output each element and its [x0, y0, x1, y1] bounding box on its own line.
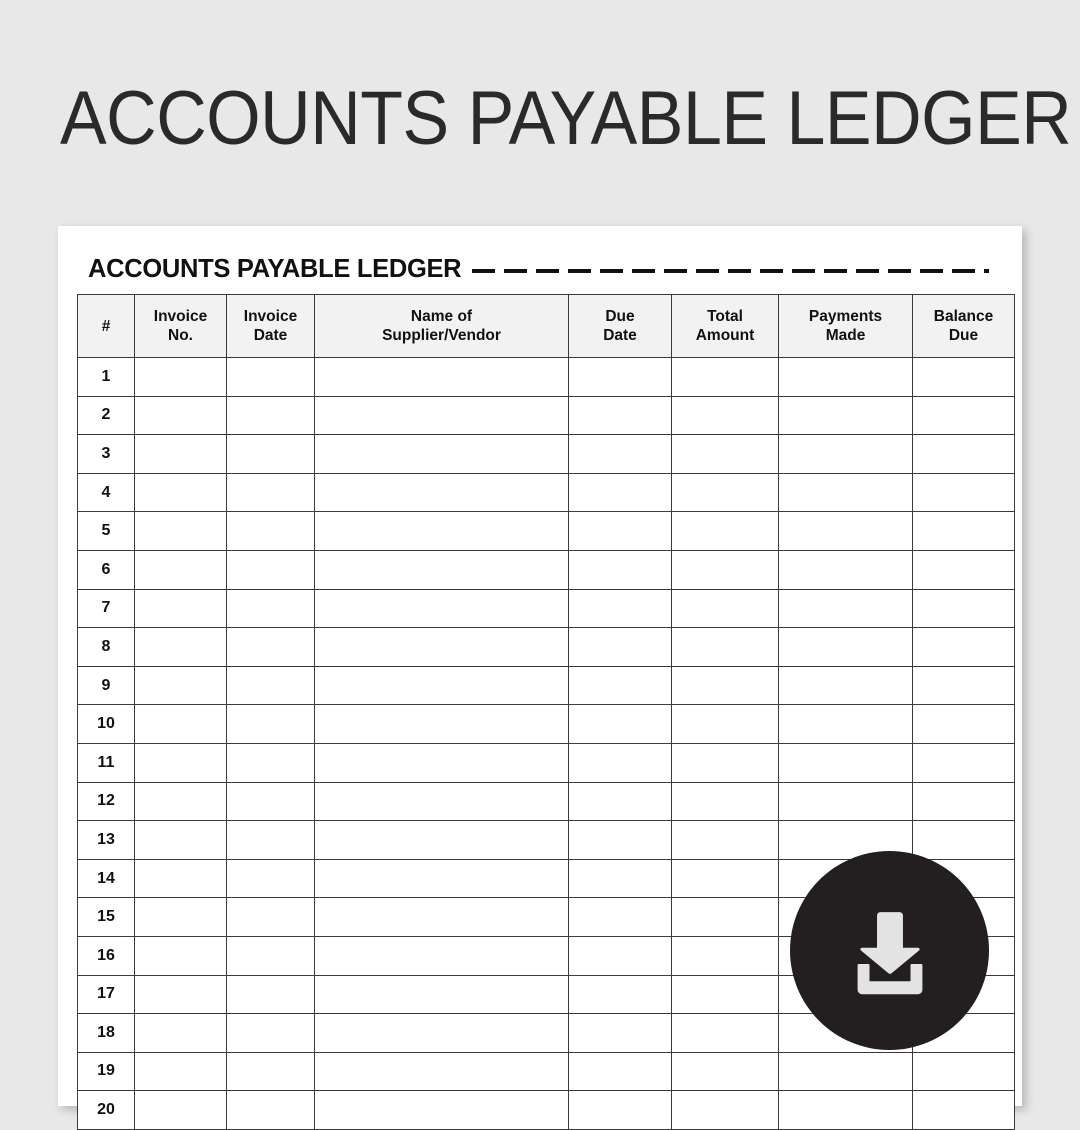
- cell-supplier[interactable]: [315, 859, 569, 898]
- row-number-cell: 1: [78, 358, 135, 397]
- column-header-invoice-date: [227, 295, 315, 358]
- cell-duedate[interactable]: [569, 358, 672, 397]
- cell-supplier[interactable]: [315, 589, 569, 628]
- row-number-cell: 6: [78, 550, 135, 589]
- column-header-due-date: [569, 295, 672, 358]
- cell-duedate[interactable]: [569, 705, 672, 744]
- table-row: [78, 358, 1015, 397]
- cell-payments[interactable]: [779, 589, 913, 628]
- cell-total[interactable]: [672, 628, 779, 667]
- cell-invdate[interactable]: [227, 1052, 315, 1091]
- cell-supplier[interactable]: [315, 705, 569, 744]
- cell-total[interactable]: [672, 859, 779, 898]
- cell-payments[interactable]: [779, 550, 913, 589]
- cell-balance[interactable]: [913, 1052, 1015, 1091]
- cell-invno[interactable]: [135, 473, 227, 512]
- cell-total[interactable]: [672, 705, 779, 744]
- cell-invdate[interactable]: [227, 705, 315, 744]
- column-header-payments-made-line1: Payments: [808, 308, 883, 325]
- cell-invdate[interactable]: [227, 628, 315, 667]
- download-icon: [836, 897, 944, 1005]
- cell-total[interactable]: [672, 358, 779, 397]
- cell-balance[interactable]: [913, 512, 1015, 551]
- table-row: [78, 705, 1015, 744]
- cell-invno[interactable]: [135, 550, 227, 589]
- column-header-payments-made-line2: Made: [825, 327, 866, 344]
- cell-balance[interactable]: [913, 666, 1015, 705]
- cell-duedate[interactable]: [569, 435, 672, 474]
- table-row: [78, 743, 1015, 782]
- cell-invno[interactable]: [135, 936, 227, 975]
- column-header-balance-due: [913, 295, 1015, 358]
- download-button[interactable]: [790, 851, 989, 1050]
- cell-supplier[interactable]: [315, 1052, 569, 1091]
- cell-supplier[interactable]: [315, 1091, 569, 1130]
- column-header-balance-due-line1: Balance: [933, 308, 994, 325]
- cell-invdate[interactable]: [227, 1014, 315, 1053]
- cell-balance[interactable]: [913, 821, 1015, 860]
- cell-invno[interactable]: [135, 396, 227, 435]
- cell-total[interactable]: [672, 666, 779, 705]
- row-number-cell: 14: [78, 859, 135, 898]
- row-number-cell: 15: [78, 898, 135, 937]
- sheet-header: [88, 254, 1006, 284]
- cell-balance[interactable]: [913, 550, 1015, 589]
- column-header-supplier-line2: Supplier/Vendor: [382, 327, 501, 344]
- cell-payments[interactable]: [779, 435, 913, 474]
- cell-supplier[interactable]: [315, 396, 569, 435]
- row-number-cell: 11: [78, 743, 135, 782]
- cell-duedate[interactable]: [569, 898, 672, 937]
- row-number-cell: 18: [78, 1014, 135, 1053]
- column-header-total-amount: [672, 295, 779, 358]
- cell-invno[interactable]: [135, 705, 227, 744]
- cell-total[interactable]: [672, 435, 779, 474]
- cell-invdate[interactable]: [227, 512, 315, 551]
- column-header-due-date-line1: Due: [605, 308, 635, 325]
- cell-supplier[interactable]: [315, 512, 569, 551]
- row-number-cell: 9: [78, 666, 135, 705]
- column-header-number: [78, 295, 135, 358]
- cell-supplier[interactable]: [315, 628, 569, 667]
- cell-invdate[interactable]: [227, 821, 315, 860]
- cell-payments[interactable]: [779, 705, 913, 744]
- row-number-cell: 17: [78, 975, 135, 1014]
- table-row: [78, 666, 1015, 705]
- cell-duedate[interactable]: [569, 550, 672, 589]
- cell-payments[interactable]: [779, 473, 913, 512]
- table-row: [78, 1091, 1015, 1130]
- cell-supplier[interactable]: [315, 898, 569, 937]
- row-number-cell: 19: [78, 1052, 135, 1091]
- cell-balance[interactable]: [913, 473, 1015, 512]
- cell-invdate[interactable]: [227, 898, 315, 937]
- page-title: ACCOUNTS PAYABLE LEDGER: [60, 76, 1072, 161]
- cell-invno[interactable]: [135, 975, 227, 1014]
- row-number-cell: 8: [78, 628, 135, 667]
- cell-total[interactable]: [672, 512, 779, 551]
- cell-duedate[interactable]: [569, 1091, 672, 1130]
- cell-supplier[interactable]: [315, 975, 569, 1014]
- cell-duedate[interactable]: [569, 859, 672, 898]
- cell-payments[interactable]: [779, 1091, 913, 1130]
- cell-invdate[interactable]: [227, 473, 315, 512]
- cell-invdate[interactable]: [227, 396, 315, 435]
- column-header-balance-due-line2: Due: [948, 327, 979, 344]
- cell-invno[interactable]: [135, 666, 227, 705]
- row-number-cell: 7: [78, 589, 135, 628]
- cell-supplier[interactable]: [315, 1014, 569, 1053]
- cell-invdate[interactable]: [227, 859, 315, 898]
- cell-payments[interactable]: [779, 358, 913, 397]
- cell-payments[interactable]: [779, 628, 913, 667]
- cell-invno[interactable]: [135, 821, 227, 860]
- table-header-row-group: [78, 295, 1015, 358]
- column-header-invoice-no-line2: No.: [168, 327, 193, 344]
- cell-supplier[interactable]: [315, 743, 569, 782]
- cell-total[interactable]: [672, 550, 779, 589]
- cell-total[interactable]: [672, 975, 779, 1014]
- column-header-supplier-line1: Name of: [410, 308, 473, 325]
- cell-payments[interactable]: [779, 396, 913, 435]
- cell-total[interactable]: [672, 1014, 779, 1053]
- cell-payments[interactable]: [779, 743, 913, 782]
- cell-payments[interactable]: [779, 782, 913, 821]
- cell-balance[interactable]: [913, 1091, 1015, 1130]
- cell-duedate[interactable]: [569, 473, 672, 512]
- cell-total[interactable]: [672, 589, 779, 628]
- cell-supplier[interactable]: [315, 435, 569, 474]
- column-header-supplier: [315, 295, 569, 358]
- cell-invdate[interactable]: [227, 589, 315, 628]
- cell-invno[interactable]: [135, 782, 227, 821]
- row-number-cell: 16: [78, 936, 135, 975]
- cell-supplier[interactable]: [315, 550, 569, 589]
- cell-invdate[interactable]: [227, 550, 315, 589]
- cell-duedate[interactable]: [569, 782, 672, 821]
- cell-balance[interactable]: [913, 628, 1015, 667]
- cell-invno[interactable]: [135, 512, 227, 551]
- cell-invno[interactable]: [135, 435, 227, 474]
- sheet-header-title: ACCOUNTS PAYABLE LEDGER: [88, 255, 462, 283]
- cell-duedate[interactable]: [569, 666, 672, 705]
- cell-duedate[interactable]: [569, 936, 672, 975]
- column-header-number-label: #: [101, 317, 111, 335]
- cell-total[interactable]: [672, 782, 779, 821]
- cell-invdate[interactable]: [227, 975, 315, 1014]
- cell-duedate[interactable]: [569, 821, 672, 860]
- table-row: [78, 550, 1015, 589]
- row-number-cell: 2: [78, 396, 135, 435]
- cell-supplier[interactable]: [315, 821, 569, 860]
- cell-duedate[interactable]: [569, 628, 672, 667]
- column-header-total-amount-line1: Total: [707, 308, 743, 325]
- cell-duedate[interactable]: [569, 975, 672, 1014]
- cell-invno[interactable]: [135, 628, 227, 667]
- table-row: [78, 396, 1015, 435]
- cell-total[interactable]: [672, 743, 779, 782]
- dashed-rule-divider: [472, 269, 989, 273]
- cell-total[interactable]: [672, 821, 779, 860]
- cell-duedate[interactable]: [569, 1052, 672, 1091]
- table-row: [78, 628, 1015, 667]
- row-number-cell: 13: [78, 821, 135, 860]
- table-header-row: [78, 295, 1015, 358]
- table-row: [78, 782, 1015, 821]
- cell-total[interactable]: [672, 473, 779, 512]
- cell-supplier[interactable]: [315, 782, 569, 821]
- cell-balance[interactable]: [913, 743, 1015, 782]
- cell-balance[interactable]: [913, 589, 1015, 628]
- cell-duedate[interactable]: [569, 743, 672, 782]
- column-header-invoice-no-line1: Invoice: [153, 308, 208, 325]
- table-row: [78, 1052, 1015, 1091]
- row-number-cell: 12: [78, 782, 135, 821]
- cell-duedate[interactable]: [569, 512, 672, 551]
- cell-supplier[interactable]: [315, 666, 569, 705]
- cell-payments[interactable]: [779, 512, 913, 551]
- cell-invno[interactable]: [135, 1052, 227, 1091]
- cell-balance[interactable]: [913, 435, 1015, 474]
- cell-invdate[interactable]: [227, 1091, 315, 1130]
- row-number-cell: 4: [78, 473, 135, 512]
- column-header-payments-made: [779, 295, 913, 358]
- column-header-invoice-date-line1: Invoice: [243, 308, 298, 325]
- cell-invno[interactable]: [135, 743, 227, 782]
- cell-total[interactable]: [672, 1052, 779, 1091]
- cell-supplier[interactable]: [315, 473, 569, 512]
- cell-duedate[interactable]: [569, 1014, 672, 1053]
- cell-invdate[interactable]: [227, 782, 315, 821]
- row-number-cell: 3: [78, 435, 135, 474]
- cell-payments[interactable]: [779, 1052, 913, 1091]
- cell-balance[interactable]: [913, 358, 1015, 397]
- cell-supplier[interactable]: [315, 936, 569, 975]
- cell-invno[interactable]: [135, 1091, 227, 1130]
- table-row: [78, 435, 1015, 474]
- table-row: [78, 589, 1015, 628]
- cell-invdate[interactable]: [227, 358, 315, 397]
- cell-duedate[interactable]: [569, 396, 672, 435]
- cell-balance[interactable]: [913, 396, 1015, 435]
- column-header-invoice-date-line2: Date: [253, 327, 288, 344]
- cell-invdate[interactable]: [227, 936, 315, 975]
- column-header-due-date-line2: Date: [603, 327, 637, 344]
- cell-invno[interactable]: [135, 1014, 227, 1053]
- cell-duedate[interactable]: [569, 589, 672, 628]
- cell-balance[interactable]: [913, 705, 1015, 744]
- cell-total[interactable]: [672, 396, 779, 435]
- row-number-cell: 20: [78, 1091, 135, 1130]
- column-header-invoice-no: [135, 295, 227, 358]
- cell-invdate[interactable]: [227, 666, 315, 705]
- table-row: [78, 473, 1015, 512]
- cell-invdate[interactable]: [227, 743, 315, 782]
- cell-balance[interactable]: [913, 782, 1015, 821]
- cell-total[interactable]: [672, 898, 779, 937]
- row-number-cell: 10: [78, 705, 135, 744]
- cell-total[interactable]: [672, 1091, 779, 1130]
- table-row: [78, 512, 1015, 551]
- column-header-total-amount-line2: Amount: [695, 327, 755, 344]
- cell-payments[interactable]: [779, 666, 913, 705]
- cell-invno[interactable]: [135, 898, 227, 937]
- cell-invno[interactable]: [135, 589, 227, 628]
- cell-invno[interactable]: [135, 358, 227, 397]
- cell-invdate[interactable]: [227, 435, 315, 474]
- cell-supplier[interactable]: [315, 358, 569, 397]
- row-number-cell: 5: [78, 512, 135, 551]
- cell-invno[interactable]: [135, 859, 227, 898]
- cell-total[interactable]: [672, 936, 779, 975]
